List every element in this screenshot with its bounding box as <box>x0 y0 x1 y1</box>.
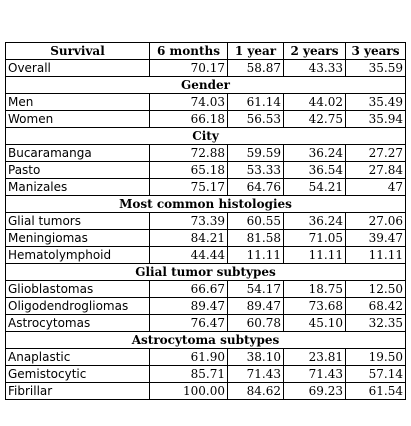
row-label: Pasto <box>6 162 150 179</box>
header-1-year: 1 year <box>228 43 284 60</box>
section-header: Glial tumor subtypes <box>6 264 406 281</box>
survival-value-cell: 44.44 <box>150 247 228 264</box>
table-row <box>6 230 406 247</box>
survival-value-cell: 72.88 <box>150 145 228 162</box>
section-header-row <box>6 332 406 349</box>
survival-value-cell: 68.42 <box>346 298 406 315</box>
section-header-row <box>6 264 406 281</box>
row-label: Overall <box>6 60 150 77</box>
survival-table <box>5 42 406 400</box>
survival-value-cell: 27.27 <box>346 145 406 162</box>
table-row <box>6 366 406 383</box>
survival-value-cell: 12.50 <box>346 281 406 298</box>
survival-value-cell: 60.55 <box>228 213 284 230</box>
row-label: Anaplastic <box>6 349 150 366</box>
survival-value-cell: 23.81 <box>284 349 346 366</box>
section-header: Gender <box>6 77 406 94</box>
section-header-row <box>6 77 406 94</box>
survival-value-cell: 53.33 <box>228 162 284 179</box>
table-row <box>6 315 406 332</box>
survival-value-cell: 39.47 <box>346 230 406 247</box>
survival-value-cell: 35.94 <box>346 111 406 128</box>
survival-value-cell: 18.75 <box>284 281 346 298</box>
survival-value-cell: 11.11 <box>228 247 284 264</box>
row-label: Oligodendrogliomas <box>6 298 150 315</box>
header-2-years: 2 years <box>284 43 346 60</box>
survival-value-cell: 89.47 <box>228 298 284 315</box>
table-row <box>6 162 406 179</box>
survival-value-cell: 76.47 <box>150 315 228 332</box>
survival-value-cell: 35.59 <box>346 60 406 77</box>
table-row <box>6 281 406 298</box>
table-row <box>6 213 406 230</box>
survival-value-cell: 61.54 <box>346 383 406 400</box>
header-6-months: 6 months <box>150 43 228 60</box>
survival-value-cell: 64.76 <box>228 179 284 196</box>
survival-value-cell: 36.24 <box>284 213 346 230</box>
header-3-years: 3 years <box>346 43 406 60</box>
survival-value-cell: 73.68 <box>284 298 346 315</box>
survival-value-cell: 100.00 <box>150 383 228 400</box>
table-row <box>6 111 406 128</box>
survival-value-cell: 71.05 <box>284 230 346 247</box>
survival-value-cell: 27.06 <box>346 213 406 230</box>
survival-value-cell: 19.50 <box>346 349 406 366</box>
row-label: Glioblastomas <box>6 281 150 298</box>
survival-value-cell: 75.17 <box>150 179 228 196</box>
table-row <box>6 247 406 264</box>
survival-value-cell: 42.75 <box>284 111 346 128</box>
survival-value-cell: 44.02 <box>284 94 346 111</box>
survival-value-cell: 84.62 <box>228 383 284 400</box>
survival-value-cell: 27.84 <box>346 162 406 179</box>
section-header-row <box>6 128 406 145</box>
survival-value-cell: 47 <box>346 179 406 196</box>
table-row <box>6 383 406 400</box>
survival-value-cell: 54.17 <box>228 281 284 298</box>
row-label: Women <box>6 111 150 128</box>
section-header: Astrocytoma subtypes <box>6 332 406 349</box>
row-label: Bucaramanga <box>6 145 150 162</box>
survival-value-cell: 32.35 <box>346 315 406 332</box>
table-row <box>6 349 406 366</box>
row-label: Men <box>6 94 150 111</box>
row-label: Gemistocytic <box>6 366 150 383</box>
section-header: Most common histologies <box>6 196 406 213</box>
survival-value-cell: 60.78 <box>228 315 284 332</box>
survival-value-cell: 66.18 <box>150 111 228 128</box>
survival-value-cell: 81.58 <box>228 230 284 247</box>
survival-value-cell: 11.11 <box>284 247 346 264</box>
survival-value-cell: 66.67 <box>150 281 228 298</box>
row-label: Manizales <box>6 179 150 196</box>
survival-value-cell: 71.43 <box>228 366 284 383</box>
table-row <box>6 145 406 162</box>
survival-value-cell: 57.14 <box>346 366 406 383</box>
survival-value-cell: 58.87 <box>228 60 284 77</box>
header-row <box>6 43 406 60</box>
survival-value-cell: 43.33 <box>284 60 346 77</box>
survival-value-cell: 36.54 <box>284 162 346 179</box>
survival-value-cell: 84.21 <box>150 230 228 247</box>
survival-value-cell: 70.17 <box>150 60 228 77</box>
header-survival: Survival <box>6 43 150 60</box>
survival-value-cell: 59.59 <box>228 145 284 162</box>
survival-value-cell: 74.03 <box>150 94 228 111</box>
section-header-row <box>6 196 406 213</box>
survival-value-cell: 71.43 <box>284 366 346 383</box>
survival-value-cell: 36.24 <box>284 145 346 162</box>
table-row <box>6 179 406 196</box>
survival-value-cell: 56.53 <box>228 111 284 128</box>
survival-value-cell: 11.11 <box>346 247 406 264</box>
survival-value-cell: 38.10 <box>228 349 284 366</box>
survival-value-cell: 85.71 <box>150 366 228 383</box>
row-label: Meningiomas <box>6 230 150 247</box>
table-row <box>6 298 406 315</box>
survival-value-cell: 54.21 <box>284 179 346 196</box>
survival-value-cell: 61.90 <box>150 349 228 366</box>
row-label: Hematolymphoid <box>6 247 150 264</box>
survival-value-cell: 35.49 <box>346 94 406 111</box>
table-row <box>6 60 406 77</box>
survival-value-cell: 45.10 <box>284 315 346 332</box>
section-header: City <box>6 128 406 145</box>
survival-value-cell: 69.23 <box>284 383 346 400</box>
survival-value-cell: 61.14 <box>228 94 284 111</box>
table-row <box>6 94 406 111</box>
row-label: Fibrillar <box>6 383 150 400</box>
row-label: Astrocytomas <box>6 315 150 332</box>
survival-value-cell: 65.18 <box>150 162 228 179</box>
survival-value-cell: 73.39 <box>150 213 228 230</box>
survival-value-cell: 89.47 <box>150 298 228 315</box>
row-label: Glial tumors <box>6 213 150 230</box>
table-body <box>6 60 406 400</box>
